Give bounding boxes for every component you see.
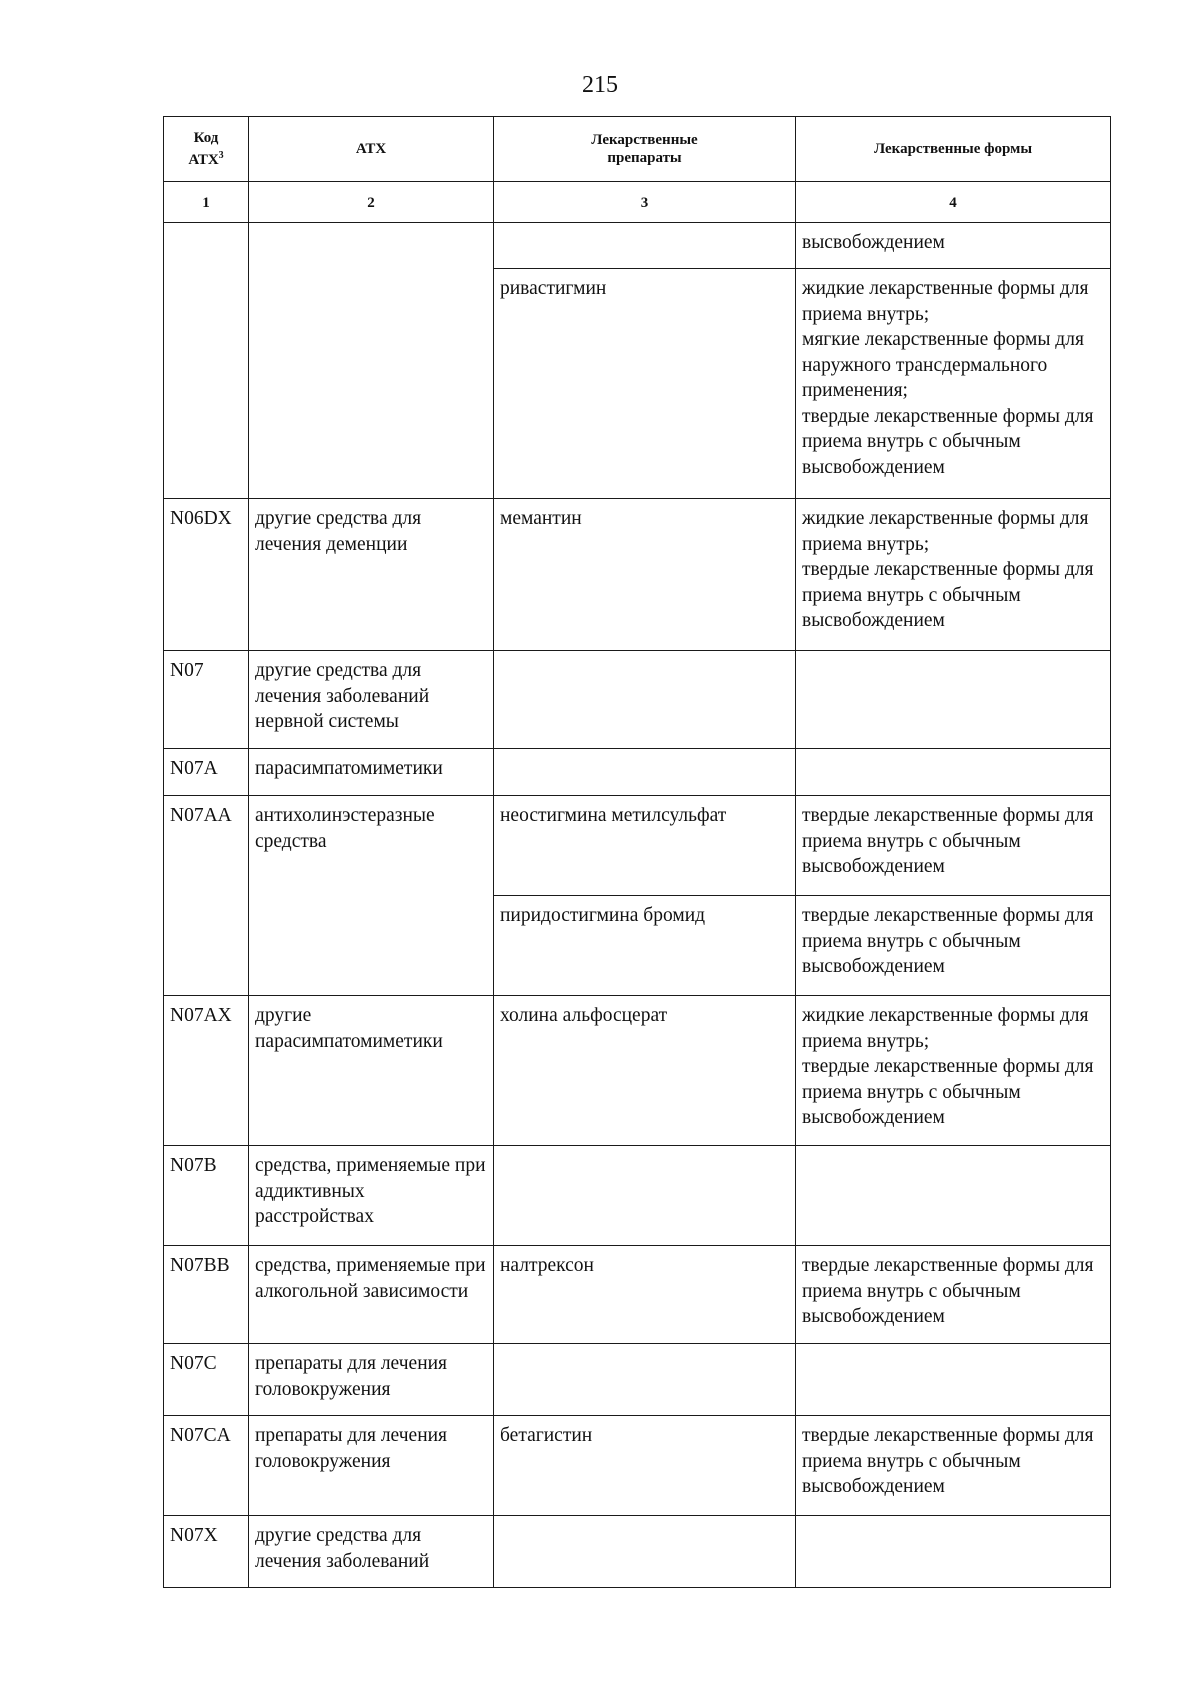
- column-number: 1: [164, 182, 249, 223]
- header-atx: АТХ: [249, 117, 494, 182]
- column-number: 2: [249, 182, 494, 223]
- column-number: 3: [494, 182, 796, 223]
- form-cell: высвобождением: [796, 223, 1111, 269]
- column-number-row: [164, 182, 1111, 223]
- form-cell: [796, 1344, 1111, 1416]
- form-line: жидкие лекарственные формы для приема внутрь;: [802, 278, 1089, 325]
- form-line: мягкие лекарственные формы для наружного трансдермального применения;: [802, 329, 1084, 401]
- atx-cell: другие средства для лечения заболеваний: [249, 1516, 494, 1588]
- code-cell: N07C: [164, 1344, 249, 1416]
- atx-cell: парасимпатомиметики: [249, 749, 494, 796]
- table-row: [164, 223, 1111, 269]
- form-cell: твердые лекарственные формы для приема внутрь с обычным высвобождением: [796, 1416, 1111, 1516]
- code-cell: N07B: [164, 1146, 249, 1246]
- table-row: [164, 1416, 1111, 1516]
- drug-cell: неостигмина метилсульфат: [494, 796, 796, 896]
- code-cell: N06DX: [164, 499, 249, 651]
- table-row: [164, 1146, 1111, 1246]
- header-code: Код АТХ$^3$: [164, 117, 249, 182]
- atx-cell: антихолинэстеразные средства: [249, 796, 494, 996]
- atx-cell: другие средства для лечения заболеваний нервной системы: [249, 651, 494, 749]
- table-row: [164, 796, 1111, 896]
- drug-cell: [494, 1146, 796, 1246]
- atx-cell: другие средства для лечения деменции: [249, 499, 494, 651]
- table-row: [164, 1344, 1111, 1416]
- drug-cell: пиридостигмина бромид: [494, 896, 796, 996]
- code-cell: [164, 223, 249, 499]
- code-cell: N07AA: [164, 796, 249, 996]
- form-cell: твердые лекарственные формы для приема внутрь с обычным высвобождением: [796, 896, 1111, 996]
- table-row: [164, 499, 1111, 651]
- code-cell: N07BB: [164, 1246, 249, 1344]
- atx-cell: средства, применяемые при аддиктивных расстройствах: [249, 1146, 494, 1246]
- code-cell: N07: [164, 651, 249, 749]
- form-cell: твердые лекарственные формы для приема внутрь с обычным высвобождением: [796, 1246, 1111, 1344]
- form-line: твердые лекарственные формы для приема внутрь с обычным высвобождением: [802, 1056, 1094, 1128]
- drug-cell: мемантин: [494, 499, 796, 651]
- form-line: жидкие лекарственные формы для приема внутрь;: [802, 1005, 1089, 1052]
- atx-table: [163, 116, 1111, 1588]
- table-row: [164, 651, 1111, 749]
- drug-cell: [494, 1344, 796, 1416]
- page-number: 215: [582, 72, 618, 98]
- header-drugs: Лекарственные препараты: [494, 117, 796, 182]
- atx-cell: средства, применяемые при алкогольной зависимости: [249, 1246, 494, 1344]
- code-cell: N07CA: [164, 1416, 249, 1516]
- code-cell: N07X: [164, 1516, 249, 1588]
- drug-cell: ривастигмин: [494, 269, 796, 499]
- drug-cell: [494, 223, 796, 269]
- atx-cell: препараты для лечения головокружения: [249, 1416, 494, 1516]
- atx-cell: препараты для лечения головокружения: [249, 1344, 494, 1416]
- drug-cell: налтрексон: [494, 1246, 796, 1344]
- drug-cell: [494, 749, 796, 796]
- header-row: [164, 117, 1111, 182]
- table-row: [164, 996, 1111, 1146]
- atx-cell: [249, 223, 494, 499]
- table-row: [164, 1246, 1111, 1344]
- drug-cell: холина альфосцерат: [494, 996, 796, 1146]
- form-line: жидкие лекарственные формы для приема внутрь;: [802, 508, 1089, 555]
- atx-cell: другие парасимпатомиметики: [249, 996, 494, 1146]
- form-cell: [796, 651, 1111, 749]
- drug-cell: [494, 651, 796, 749]
- form-cell: [796, 1516, 1111, 1588]
- table-row: [164, 1516, 1111, 1588]
- form-cell: [796, 499, 1111, 651]
- header-forms: Лекарственные формы: [796, 117, 1111, 182]
- code-cell: N07AX: [164, 996, 249, 1146]
- form-cell: [796, 1146, 1111, 1246]
- form-line: твердые лекарственные формы для приема внутрь с обычным высвобождением: [802, 405, 1094, 478]
- form-line: твердые лекарственные формы для приема внутрь с обычным высвобождением: [802, 559, 1094, 631]
- form-cell: [796, 269, 1111, 499]
- code-cell: N07A: [164, 749, 249, 796]
- form-cell: твердые лекарственные формы для приема внутрь с обычным высвобождением: [796, 796, 1111, 896]
- table-row: [164, 749, 1111, 796]
- form-cell: [796, 996, 1111, 1146]
- drug-cell: бетагистин: [494, 1416, 796, 1516]
- column-number: 4: [796, 182, 1111, 223]
- form-cell: [796, 749, 1111, 796]
- drug-cell: [494, 1516, 796, 1588]
